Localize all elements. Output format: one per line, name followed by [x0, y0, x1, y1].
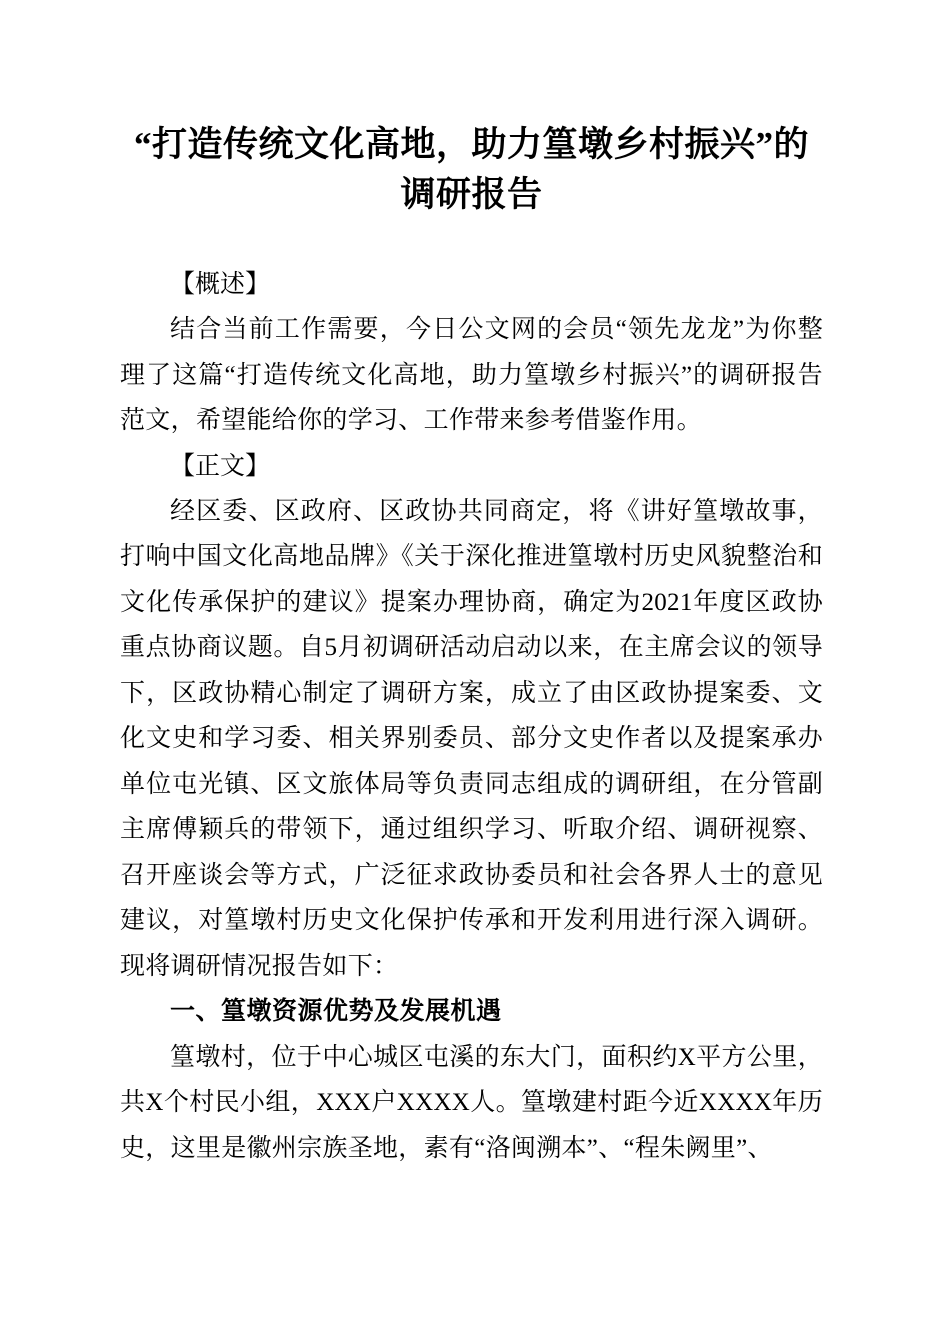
document-content — [120, 0, 823, 1171]
overview-label: 【概述】 — [170, 271, 271, 298]
section-heading-1: 一、篁墩资源优势及发展机遇 — [170, 997, 502, 1025]
body-label: 【正文】 — [170, 452, 271, 480]
page-title: “打造传统文化高地，助力篁墩乡村振兴”的调研报告 — [133, 125, 809, 214]
body-paragraph-1: 经区委、区政府、区政协共同商定，将《讲好篁墩故事，打响中国文化高地品牌》《关于深化推进篁墩村历史风貌整治和文化传承保护的建议》提案办理协商，确定为2021年度区政协重点协商议题。自5月初调研活动启动以来，在主席会议的领导下，区政协精心制定了调研方案，成立了由区政协提案委、文化文史和学习委、相关界别委员、部分文史作者以及提案承办单位屯光镇、区文旅体局等负责同志组成的调研组，在分管副主席傅颖兵的带领下，通过组织学习、听取介绍、调研视察、召开座谈会等方式，广泛征求政协委员和社会各界人士的意见建议，对篁墩村历史文化保护传承和开发利用进行深入调研。现将调研情况报告如下： — [120, 497, 823, 980]
title-body-spacer — [120, 220, 823, 262]
section-1-paragraph: 篁墩村，位于中心城区屯溪的东大门，面积约X平方公里，共X个村民小组，XXX户XXXX人。篁墩建村距今近XXXX年历史，这里是徽州宗族圣地，素有“洛闽溯本”、“程朱阙里”、 — [120, 1043, 823, 1162]
overview-paragraph: 结合当前工作需要，今日公文网的会员“领先龙龙”为你整理了这篇“打造传统文化高地，助力篁墩乡村振兴”的调研报告范文，希望能给你的学习、工作带来参考借鉴作用。 — [120, 316, 823, 434]
